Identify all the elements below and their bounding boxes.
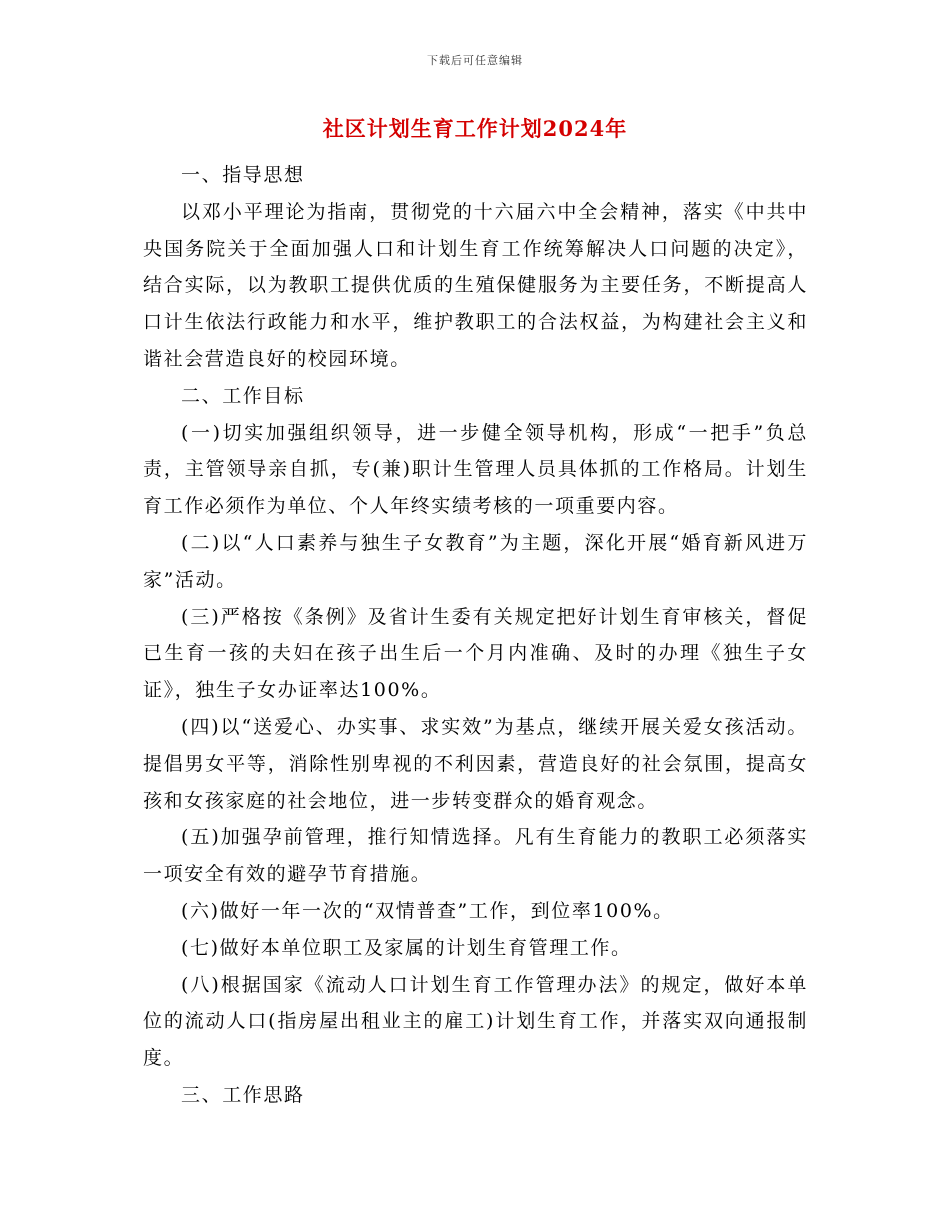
- goal-item-8: (八)根据国家《流动人口计划生育工作管理办法》的规定，做好本单位的流动人口(指房屋出租业主的雇工)计划生育工作，并落实双向通报制度。: [143, 973, 808, 1070]
- goal-item-1: (一)切实加强组织领导，进一步健全领导机构，形成“一把手”负总责，主管领导亲自抓，专(兼)职计生管理人员具体抓的工作格局。计划生育工作必须作为单位、个人年终实绩考核的一项重要内容。: [143, 421, 808, 518]
- goal-item-2: (二)以“人口素养与独生子女教育”为主题，深化开展“婚育新风进万家”活动。: [143, 531, 808, 591]
- header-note: 下载后可任意编辑: [427, 54, 523, 67]
- goal-item-6: (六)做好一年一次的“双情普查”工作，到位率100%。: [181, 899, 674, 922]
- document-title: 社区计划生育工作计划2024年: [322, 116, 628, 141]
- document-body: [143, 157, 808, 1114]
- section-heading-guiding-ideology: 一、指导思想: [181, 164, 305, 186]
- section-heading-work-goals: 二、工作目标: [181, 384, 305, 407]
- paragraph-guiding-ideology: 以邓小平理论为指南，贯彻党的十六届六中全会精神，落实《中共中央国务院关于全面加强人口和计划生育工作统筹解决人口问题的决定》，结合实际，以为教职工提供优质的生殖保健服务为主要任务，不断提高人口计生依法行政能力和水平，维护教职工的合法权益，为构建社会主义和谐社会营造良好的校园环境。: [143, 200, 808, 370]
- section-heading-work-approach: 三、工作思路: [181, 1083, 305, 1106]
- goal-item-5: (五)加强孕前管理，推行知情选择。凡有生育能力的教职工必须落实一项安全有效的避孕节育措施。: [143, 826, 808, 886]
- goal-item-7: (七)做好本单位职工及家属的计划生育管理工作。: [181, 936, 632, 959]
- goal-item-4: (四)以“送爱心、办实事、求实效”为基点，继续开展关爱女孩活动。提倡男女平等，消除性别卑视的不利因素，营造良好的社会氛围，提高女孩和女孩家庭的社会地位，进一步转变群众的婚育观念。: [143, 715, 808, 812]
- goal-item-3: (三)严格按《条例》及省计生委有关规定把好计划生育审核关，督促已生育一孩的夫妇在孩子出生后一个月内准确、及时的办理《独生子女证》，独生子女办证率达100%。: [143, 605, 808, 702]
